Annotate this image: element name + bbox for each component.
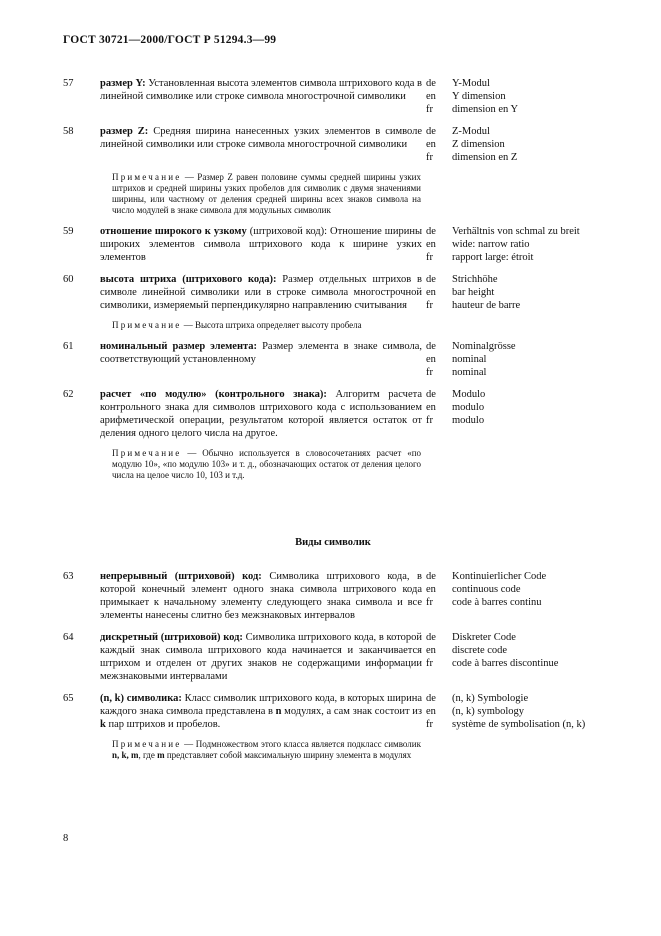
translation-lang: en — [426, 645, 436, 656]
term-name: размер Y: — [100, 78, 146, 89]
term-name: дискретный (штриховой) код: — [100, 632, 243, 643]
note-text: — Высота штриха определяет высоту пробела — [183, 320, 362, 330]
term-name: отношение широкого к узкому — [100, 226, 247, 237]
term-text: Установленная высота элементов символа штрихового кода в линейной символике или строке символа многострочной символики — [100, 78, 422, 102]
translation-text: modulo — [452, 415, 485, 426]
translation-row — [426, 401, 605, 414]
translation-text: Y dimension — [452, 91, 506, 102]
translation-row — [426, 388, 605, 401]
term-definition — [100, 631, 422, 683]
note-text: — Размер Z равен половине суммы средней ширины узких штрихов и средней ширины узких пробелов для символик с двумя значениями ширины, или частному от деления средней ширины всех знаков символа на число модулей в знаке символа для модульных символик — [112, 172, 421, 215]
term-translations — [426, 225, 605, 264]
translation-text: nominal — [452, 367, 487, 378]
term-row — [63, 692, 605, 731]
page-number: 8 — [63, 833, 69, 844]
term-definition — [100, 388, 422, 440]
term-note — [112, 172, 421, 216]
term-number: 64 — [63, 632, 74, 643]
translation-lang: fr — [426, 300, 433, 311]
term-text: Класс символик штрихового кода, в которых ширина каждого знака символа представлена в n модулях, а сам знак состоит из k пар штрихов и пробелов. — [100, 693, 423, 730]
note-label: Примечание — [112, 172, 182, 182]
translation-row — [426, 631, 605, 644]
term-number: 62 — [63, 389, 74, 400]
translation-lang: en — [426, 402, 436, 413]
term-entry — [63, 570, 605, 622]
translation-row — [426, 705, 605, 718]
note-text: — Обычно используется в словосочетаниях расчет «по модулю 10», «по модулю 103» и т. д., обозначающих остаток от деления целого числа на целое число 10, 103 и т.д. — [112, 448, 422, 480]
term-name: непрерывный (штриховой) код: — [100, 571, 262, 582]
term-definition — [100, 570, 422, 622]
translation-text: Kontinuierlicher Code — [452, 571, 547, 582]
translation-row — [426, 340, 605, 353]
term-text: Алгоритм расчета контрольного знака для символов штрихового кода с использованием арифметической операции, результатом которой является остаток от деления одного целого числа на другое. — [100, 389, 422, 439]
translation-text: code à barres continu — [452, 597, 542, 608]
term-definition — [100, 225, 422, 264]
term-number: 65 — [63, 693, 74, 704]
term-number: 58 — [63, 126, 74, 137]
term-note — [112, 448, 421, 481]
translation-text: hauteur de barre — [452, 300, 521, 311]
document-title: ГОСТ 30721—2000/ГОСТ Р 51294.3—99 — [63, 34, 277, 46]
translation-text: Strichhöhe — [452, 274, 498, 285]
translation-lang: fr — [426, 415, 433, 426]
translation-lang: en — [426, 354, 436, 365]
translation-row — [426, 692, 605, 705]
term-text: Отношение ширины широких элементов символа штрихового кода к ширине узких элементов — [100, 226, 422, 263]
translation-lang: fr — [426, 104, 433, 115]
translation-row — [426, 583, 605, 596]
translation-row — [426, 273, 605, 286]
term-entry — [63, 692, 605, 761]
translation-row — [426, 353, 605, 366]
translation-lang: de — [426, 78, 436, 89]
term-number: 59 — [63, 226, 74, 237]
term-translations — [426, 631, 605, 683]
term-row — [63, 570, 605, 622]
term-row — [63, 388, 605, 440]
translation-row — [426, 238, 605, 251]
term-text: Символика штрихового кода, в которой каждый знак символа штрихового кода начинается и заканчивается штрихом и отделен от других знаков не содержащими информации межзнаковыми интервалами — [100, 632, 423, 682]
translation-lang: de — [426, 571, 436, 582]
term-definition — [100, 273, 422, 312]
translation-row — [426, 644, 605, 657]
translation-lang: en — [426, 706, 436, 717]
translation-lang: de — [426, 274, 436, 285]
translation-text: dimension en Z — [452, 152, 518, 163]
term-translations — [426, 692, 605, 731]
translation-text: Z dimension — [452, 139, 505, 150]
term-entry — [63, 631, 605, 683]
translation-lang: de — [426, 226, 436, 237]
term-text: Средняя ширина нанесенных узких элементов в символе линейной символики или строке символа многострочной символики — [100, 126, 423, 150]
translation-row — [426, 90, 605, 103]
term-name: размер Z: — [100, 126, 149, 137]
translation-row — [426, 103, 605, 116]
term-number: 57 — [63, 78, 74, 89]
translation-text: Y-Modul — [452, 78, 490, 89]
term-name: (n, k) символика: — [100, 693, 182, 704]
translation-row — [426, 596, 605, 609]
term-entry — [63, 340, 605, 379]
translation-row — [426, 718, 605, 731]
term-definition — [100, 692, 422, 731]
translation-row — [426, 286, 605, 299]
translation-row — [426, 138, 605, 151]
translation-text: (n, k) symbology — [452, 706, 525, 717]
translation-row — [426, 251, 605, 264]
translation-lang: de — [426, 341, 436, 352]
term-definition — [100, 77, 422, 116]
translation-lang: de — [426, 632, 436, 643]
term-row — [63, 273, 605, 312]
term-row — [63, 125, 605, 164]
translation-row — [426, 151, 605, 164]
translation-text: Verhältnis von schmal zu breit — [452, 226, 580, 237]
note-label: Примечание — [112, 320, 182, 330]
note-label: Примечание — [112, 739, 182, 749]
term-text: Размер отдельных штрихов в символе линейной символики или в строке символа многострочной символики, измеряемый перпендикулярно направлению считывания — [100, 274, 422, 311]
translation-text: Nominalgrösse — [452, 341, 516, 352]
translation-lang: fr — [426, 658, 433, 669]
translation-text: Z-Modul — [452, 126, 490, 137]
term-translations — [426, 388, 605, 440]
translation-row — [426, 366, 605, 379]
term-translations — [426, 125, 605, 164]
note-text: — Подмножеством этого класса является подкласс символик n, k, m, где m представляет собой максимальную ширину элемента в модулях — [112, 739, 421, 760]
term-number: 60 — [63, 274, 74, 285]
section-heading: Виды символик — [295, 537, 371, 548]
term-entry — [63, 125, 605, 216]
translation-text: Diskreter Code — [452, 632, 516, 643]
term-translations — [426, 570, 605, 622]
translation-row — [426, 657, 605, 670]
term-row — [63, 631, 605, 683]
term-name: расчет «по модулю» (контрольного знака): — [100, 389, 327, 400]
translation-lang: en — [426, 287, 436, 298]
translation-text: nominal — [452, 354, 487, 365]
term-name: номинальный размер элемента: — [100, 341, 258, 352]
term-definition — [100, 340, 422, 379]
translation-lang: de — [426, 389, 436, 400]
translation-text: système de symbolisation (n, k) — [452, 719, 586, 730]
term-note — [112, 739, 421, 761]
translation-lang: en — [426, 239, 436, 250]
term-entry — [63, 77, 605, 116]
translation-text: Modulo — [452, 389, 486, 400]
translation-row — [426, 570, 605, 583]
term-note — [112, 320, 421, 331]
term-row — [63, 77, 605, 116]
term-entry — [63, 225, 605, 264]
translation-lang: fr — [426, 152, 433, 163]
translation-row — [426, 225, 605, 238]
term-name: высота штриха (штрихового кода): — [100, 274, 277, 285]
term-text: Символика штрихового кода, в которой конечный элемент одного знака символа штрихового кода примыкает к начальному элементу следующего знака символа и все элементы нанесены слитно без межзнаковых интервалов — [100, 571, 423, 621]
term-definition — [100, 125, 422, 164]
translation-lang: en — [426, 584, 436, 595]
translation-row — [426, 299, 605, 312]
translation-lang: en — [426, 139, 436, 150]
translation-lang: de — [426, 693, 436, 704]
translation-lang: fr — [426, 252, 433, 263]
translation-text: wide: narrow ratio — [452, 239, 530, 250]
translation-text: continuous code — [452, 584, 521, 595]
translation-text: discrete code — [452, 645, 508, 656]
term-row — [63, 340, 605, 379]
translation-lang: de — [426, 126, 436, 137]
translation-text: modulo — [452, 402, 485, 413]
translation-lang: fr — [426, 597, 433, 608]
term-number: 63 — [63, 571, 74, 582]
translation-lang: fr — [426, 719, 433, 730]
note-label: Примечание — [112, 448, 182, 458]
translation-text: (n, k) Symbologie — [452, 693, 529, 704]
term-translations — [426, 77, 605, 116]
translation-text: code à barres discontinue — [452, 658, 559, 669]
term-number: 61 — [63, 341, 74, 352]
term-entry — [63, 388, 605, 481]
term-text: Размер элемента в знаке символа, соответствующий установленному — [100, 341, 423, 365]
translation-lang: fr — [426, 367, 433, 378]
translation-lang: en — [426, 91, 436, 102]
term-translations — [426, 273, 605, 312]
term-translations — [426, 340, 605, 379]
translation-row — [426, 125, 605, 138]
translation-text: bar height — [452, 287, 495, 298]
translation-text: dimension en Y — [452, 104, 519, 115]
term-entry — [63, 273, 605, 331]
translation-text: rapport large: étroit — [452, 252, 534, 263]
term-name-suffix: (штриховой код): — [249, 226, 328, 237]
translation-row — [426, 77, 605, 90]
term-row — [63, 225, 605, 264]
translation-row — [426, 414, 605, 427]
